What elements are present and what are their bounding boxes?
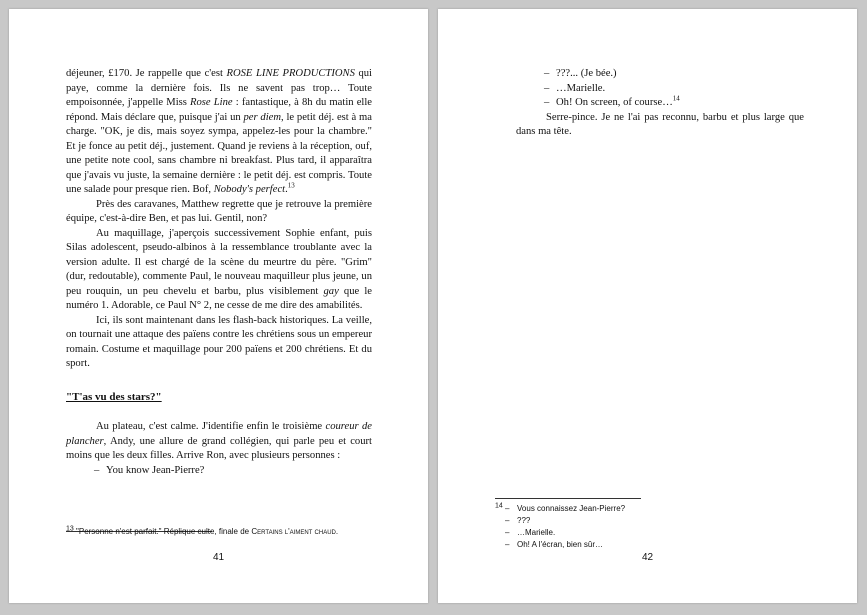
- footnote-number: 13: [66, 525, 74, 533]
- dialog-dash: –: [505, 540, 510, 549]
- footnote-end: .: [335, 527, 339, 536]
- dialog-dash: –: [544, 68, 550, 79]
- emphasis: Rose Line: [190, 97, 233, 108]
- dialog-dash: –: [94, 464, 100, 476]
- text-run: Près des caravanes, Matthew regrette que je retrouve la première équipe, c'est-à-dire Ben, et pas lui. Gentil, non?: [66, 198, 372, 224]
- paragraph: Serre-pince. Je ne l'ai pas reconnu, barbu et plus large que dans ma tête.: [516, 111, 804, 137]
- text-run: , le petit déj. est à ma charge. "OK, je dis, mais soyez sympa, appelez-les pour la chambre." Et je fonce au petit déj., justement. Quand je reviens à la réception, ouf, une petite note cool, sans chambre ni breakfast. Plus tard, il apparaîtra que j'avais vu juste, la semaine dernière : le petit déj. est compris. Toute une salade pour presque rien. Bof,: [66, 111, 372, 195]
- footnote-line: [495, 515, 801, 527]
- dialog-dash: –: [544, 82, 550, 94]
- text-run: .: [285, 184, 288, 195]
- text-run: : fantastique, à 8h du matin elle répond. Mais déclare que, puisque j'ai un: [66, 97, 372, 123]
- footnote-text: Oh! A l'écran, bien sûr…: [517, 540, 604, 549]
- dialog-line: [516, 67, 804, 82]
- dialog-dash: –: [505, 528, 510, 537]
- dialog-line: [516, 82, 804, 97]
- page-left-body-text: [66, 67, 372, 478]
- footnote-line: [495, 527, 801, 539]
- emphasis: coureur de plancher: [66, 421, 372, 447]
- dialog-line: [66, 464, 372, 479]
- book-page-left: [9, 9, 428, 603]
- text-run: , Andy, une allure de grand collégien, qui parle peu et court moins que les deux filles. Arrive Ron, avec plusieurs personnes :: [66, 435, 372, 461]
- footnote-line: [495, 503, 801, 515]
- page-number-right: 42: [641, 552, 654, 563]
- paragraph: [66, 314, 372, 372]
- text-run: Au plateau, c'est calme. J'identifie enfin le troisième: [96, 421, 326, 432]
- footnote-ref: 13: [287, 181, 295, 190]
- paragraph: [66, 420, 372, 464]
- emphasis: Nobody's perfect: [213, 184, 286, 195]
- section-heading: "T'as vu des stars?": [66, 390, 162, 403]
- emphasis: per diem: [243, 111, 282, 123]
- text-run: Au maquillage, j'aperçois successivement Sophie enfant, puis Silas adolescent, pseudo-albinos à la ressemblance troublante avec la version adulte. Il est chargé de la scène du meurtre du père. "Grim" (dur, redoutable), commente Paul, le nouveau maquilleur plus jeune, un peu rouquin, un peu chevelu et barbu, plus visiblement: [66, 227, 372, 297]
- dialog-text: Oh! On screen, of course…: [556, 97, 673, 108]
- footnote-line: [495, 539, 801, 551]
- footnote-13: [66, 526, 372, 538]
- book-page-right: [438, 9, 857, 603]
- paragraph: [66, 198, 372, 227]
- text-run: Ici, ils sont maintenant dans les flash-back historiques. La veille, on tournait une attaque des païens contre les chrétiens sous un empereur romain. Costume et maquillage pour 200 païens et 200 chrétiens. Et du sport.: [66, 314, 372, 369]
- page-right-body-text: [516, 67, 804, 140]
- dialog-line: [516, 96, 804, 111]
- dialog-text: …Marielle.: [556, 82, 606, 94]
- page-number-left: 41: [212, 552, 225, 563]
- footnote-separator: [495, 498, 641, 499]
- footnote-number: 14: [495, 502, 503, 510]
- footnote-text: …Marielle.: [517, 528, 556, 537]
- paragraph: [66, 227, 372, 314]
- footnote-text: ???: [517, 516, 531, 525]
- dialog-text: You know Jean-Pierre?: [106, 464, 205, 476]
- footnote-14: [495, 503, 801, 551]
- emphasis: gay: [323, 285, 339, 297]
- dialog-dash: –: [505, 504, 510, 513]
- paragraph: [66, 67, 372, 198]
- footnote-text: "Personne n'est parfait." Réplique culte, finale de: [73, 527, 252, 536]
- footnote-film-title: Certains l'aiment chaud: [251, 527, 336, 536]
- dialog-dash: –: [505, 516, 510, 525]
- emphasis: ROSE LINE PRODUCTIONS: [226, 68, 355, 79]
- footnote-ref: 14: [672, 94, 680, 103]
- text-run: déjeuner, £170. Je rappelle que c'est: [66, 68, 227, 79]
- dialog-text: ???... (Je bée.): [556, 68, 617, 79]
- footnote-text: Vous connaissez Jean-Pierre?: [517, 504, 626, 513]
- dialog-dash: –: [544, 97, 550, 108]
- text-run: que le numéro 1. Adorable, ce Paul N° 2, ne cesse de me dire des amabilités.: [66, 285, 372, 311]
- text-run: qui paye, comme la dernière fois. Ils ne savent pas trop… Toute empoisonnée, j'appelle Miss: [66, 68, 372, 108]
